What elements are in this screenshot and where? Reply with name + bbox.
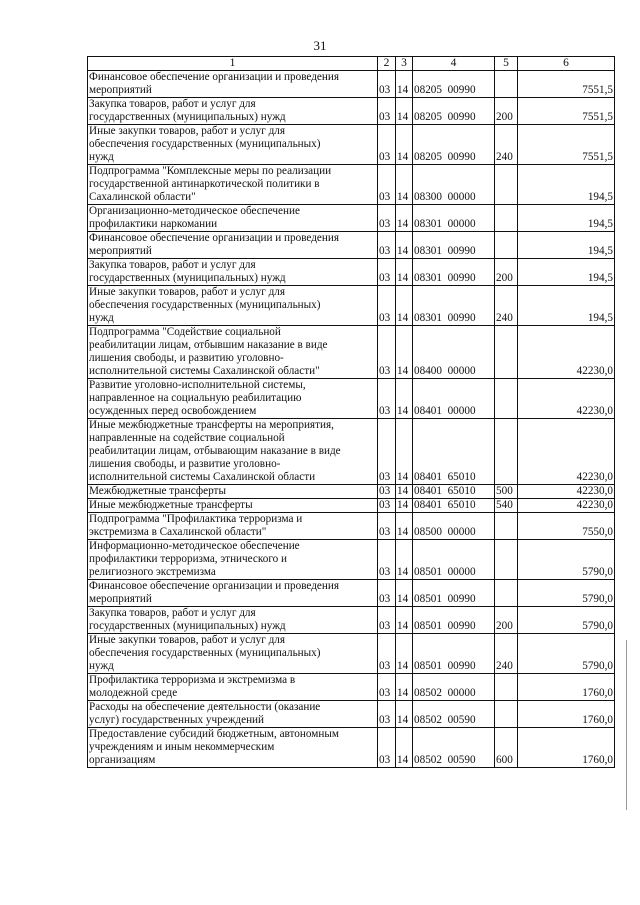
row-name-cell (88, 513, 378, 540)
row-name-line: обеспечения государственных (муниципальных) (89, 299, 321, 311)
row-name-line: реабилитации лицам, отбывшим наказание в виде (89, 339, 328, 351)
row-name-line: нужд (89, 312, 114, 324)
section-code-cell: 03 (378, 165, 396, 205)
subsection-code-cell: 14 (396, 326, 413, 379)
target-article-cell: 08301 00990 (413, 286, 495, 326)
expense-type-cell (495, 701, 518, 728)
table-row (88, 165, 615, 205)
table-row (88, 580, 615, 607)
subsection-code-cell: 14 (396, 205, 413, 232)
target-article-cell: 08301 00000 (413, 205, 495, 232)
target-article-cell: 08501 00990 (413, 634, 495, 674)
row-name-cell (88, 232, 378, 259)
table-row (88, 326, 615, 379)
amount-cell: 1760,0 (518, 728, 615, 768)
table-row (88, 513, 615, 540)
amount-cell: 7551,5 (518, 71, 615, 98)
table-row (88, 379, 615, 419)
section-code-cell: 03 (378, 259, 396, 286)
row-name-line: Иные закупки товаров, работ и услуг для (89, 634, 286, 646)
expense-type-cell: 600 (495, 728, 518, 768)
subsection-code-cell: 14 (396, 701, 413, 728)
row-name-cell (88, 674, 378, 701)
subsection-code-cell: 14 (396, 580, 413, 607)
amount-cell: 1760,0 (518, 674, 615, 701)
table-row (88, 540, 615, 580)
row-name-line: Подпрограмма "Содействие социальной (89, 326, 281, 338)
row-name-line: Иные закупки товаров, работ и услуг для (89, 286, 286, 298)
amount-cell: 194,5 (518, 286, 615, 326)
amount-cell: 7550,0 (518, 513, 615, 540)
expense-type-cell: 540 (495, 499, 518, 513)
row-name-line: государственной антинаркотической политики в (89, 178, 320, 190)
section-code-cell: 03 (378, 125, 396, 165)
target-article-cell: 08205 00990 (413, 125, 495, 165)
row-name-line: мероприятий (89, 593, 152, 605)
amount-cell: 1760,0 (518, 701, 615, 728)
row-name-cell (88, 125, 378, 165)
target-article-cell: 08502 00590 (413, 701, 495, 728)
subsection-code-cell: 14 (396, 485, 413, 499)
row-name-cell (88, 71, 378, 98)
table-row (88, 419, 615, 485)
header-col-2: 2 (378, 57, 396, 71)
row-name-cell (88, 728, 378, 768)
row-name-line: обеспечения государственных (муниципальных) (89, 138, 321, 150)
amount-cell: 194,5 (518, 232, 615, 259)
expense-type-cell (495, 165, 518, 205)
row-name-line: Финансовое обеспечение организации и проведения (89, 580, 340, 592)
row-name-line: Финансовое обеспечение организации и проведения (89, 71, 340, 83)
section-code-cell: 03 (378, 674, 396, 701)
expense-type-cell (495, 580, 518, 607)
section-code-cell: 03 (378, 499, 396, 513)
row-name-line: государственных (муниципальных) нужд (89, 620, 286, 632)
row-name-line: Расходы на обеспечение деятельности (оказание (89, 701, 321, 713)
expense-type-cell: 500 (495, 485, 518, 499)
amount-cell: 42230,0 (518, 419, 615, 485)
row-name-cell (88, 259, 378, 286)
target-article-cell: 08500 00000 (413, 513, 495, 540)
row-name-line: экстремизма в Сахалинской области" (89, 526, 267, 538)
subsection-code-cell: 14 (396, 165, 413, 205)
table-row (88, 259, 615, 286)
section-code-cell: 03 (378, 71, 396, 98)
amount-cell: 5790,0 (518, 607, 615, 634)
row-name-line: лишения свободы, и развитие уголовно- (89, 458, 281, 470)
row-name-cell (88, 701, 378, 728)
subsection-code-cell: 14 (396, 232, 413, 259)
row-name-cell (88, 165, 378, 205)
row-name-line: направленные на содействие социальной (89, 432, 285, 444)
table-row (88, 71, 615, 98)
row-name-line: Закупка товаров, работ и услуг для (89, 98, 256, 110)
amount-cell: 194,5 (518, 205, 615, 232)
row-name-line: Межбюджетные трансферты (89, 485, 226, 497)
row-name-line: осужденных перед освобождением (89, 405, 257, 417)
row-name-cell (88, 419, 378, 485)
header-col-1: 1 (88, 57, 378, 71)
target-article-cell: 08401 65010 (413, 419, 495, 485)
row-name-line: Подпрограмма "Профилактика терроризма и (89, 513, 303, 525)
subsection-code-cell: 14 (396, 607, 413, 634)
row-name-line: исполнительной системы Сахалинской области" (89, 365, 320, 377)
section-code-cell: 03 (378, 580, 396, 607)
section-code-cell: 03 (378, 205, 396, 232)
header-col-5: 5 (495, 57, 518, 71)
target-article-cell: 08501 00000 (413, 540, 495, 580)
row-name-line: Иные межбюджетные трансферты на мероприятия, (89, 419, 334, 431)
amount-cell: 7551,5 (518, 125, 615, 165)
expense-type-cell (495, 419, 518, 485)
expense-type-cell: 200 (495, 98, 518, 125)
target-article-cell: 08300 00000 (413, 165, 495, 205)
row-name-line: нужд (89, 660, 114, 672)
row-name-line: реабилитации лицам, отбывающим наказание в виде (89, 445, 341, 457)
row-name-line: Сахалинской области" (89, 191, 196, 203)
budget-table (87, 56, 615, 768)
table-row (88, 232, 615, 259)
table-row (88, 286, 615, 326)
table-row (88, 125, 615, 165)
row-name-cell (88, 326, 378, 379)
row-name-line: Профилактика терроризма и экстремизма в (89, 674, 296, 686)
row-name-line: профилактики терроризма, этнического и (89, 553, 288, 565)
row-name-cell (88, 607, 378, 634)
expense-type-cell (495, 205, 518, 232)
subsection-code-cell: 14 (396, 499, 413, 513)
row-name-cell (88, 580, 378, 607)
table-row (88, 701, 615, 728)
target-article-cell: 08501 00990 (413, 607, 495, 634)
section-code-cell: 03 (378, 286, 396, 326)
row-name-cell (88, 205, 378, 232)
subsection-code-cell: 14 (396, 728, 413, 768)
row-name-line: молодежной среде (89, 687, 178, 699)
row-name-line: лишения свободы, и развитию уголовно- (89, 352, 284, 364)
section-code-cell: 03 (378, 540, 396, 580)
row-name-line: мероприятий (89, 245, 152, 257)
row-name-line: Развитие уголовно-исполнительной системы, (89, 379, 306, 391)
subsection-code-cell: 14 (396, 286, 413, 326)
amount-cell: 7551,5 (518, 98, 615, 125)
amount-cell: 5790,0 (518, 634, 615, 674)
subsection-code-cell: 14 (396, 540, 413, 580)
expense-type-cell (495, 71, 518, 98)
expense-type-cell: 200 (495, 607, 518, 634)
table-row (88, 607, 615, 634)
row-name-line: исполнительной системы Сахалинской области (89, 471, 316, 483)
subsection-code-cell: 14 (396, 634, 413, 674)
target-article-cell: 08401 65010 (413, 485, 495, 499)
section-code-cell: 03 (378, 98, 396, 125)
expense-type-cell: 240 (495, 286, 518, 326)
target-article-cell: 08301 00990 (413, 232, 495, 259)
header-col-3: 3 (396, 57, 413, 71)
expense-type-cell (495, 326, 518, 379)
table-row (88, 205, 615, 232)
table-row (88, 634, 615, 674)
expense-type-cell: 240 (495, 125, 518, 165)
expense-type-cell (495, 540, 518, 580)
amount-cell: 42230,0 (518, 326, 615, 379)
row-name-line: услуг) государственных учреждений (89, 714, 265, 726)
subsection-code-cell: 14 (396, 674, 413, 701)
header-col-6: 6 (518, 57, 615, 71)
row-name-line: учреждениям и иным некоммерческим (89, 741, 275, 753)
section-code-cell: 03 (378, 379, 396, 419)
row-name-line: Иные закупки товаров, работ и услуг для (89, 125, 286, 137)
subsection-code-cell: 14 (396, 379, 413, 419)
target-article-cell: 08400 00000 (413, 326, 495, 379)
section-code-cell: 03 (378, 232, 396, 259)
amount-cell: 194,5 (518, 259, 615, 286)
target-article-cell: 08502 00000 (413, 674, 495, 701)
expense-type-cell: 200 (495, 259, 518, 286)
row-name-line: государственных (муниципальных) нужд (89, 272, 286, 284)
target-article-cell: 08205 00990 (413, 98, 495, 125)
section-code-cell: 03 (378, 485, 396, 499)
header-col-4: 4 (413, 57, 495, 71)
subsection-code-cell: 14 (396, 98, 413, 125)
target-article-cell: 08205 00990 (413, 71, 495, 98)
row-name-cell (88, 286, 378, 326)
expense-type-cell (495, 674, 518, 701)
row-name-line: государственных (муниципальных) нужд (89, 111, 286, 123)
subsection-code-cell: 14 (396, 259, 413, 286)
row-name-cell (88, 540, 378, 580)
section-code-cell: 03 (378, 326, 396, 379)
expense-type-cell: 240 (495, 634, 518, 674)
amount-cell: 5790,0 (518, 540, 615, 580)
table-row (88, 674, 615, 701)
expense-type-cell (495, 513, 518, 540)
row-name-line: Предоставление субсидий бюджетным, автономным (89, 728, 339, 740)
subsection-code-cell: 14 (396, 71, 413, 98)
section-code-cell: 03 (378, 634, 396, 674)
row-name-line: Закупка товаров, работ и услуг для (89, 259, 256, 271)
row-name-cell (88, 98, 378, 125)
target-article-cell: 08401 00000 (413, 379, 495, 419)
table-row (88, 485, 615, 499)
row-name-cell (88, 485, 378, 499)
section-code-cell: 03 (378, 728, 396, 768)
table-row (88, 499, 615, 513)
row-name-line: направленное на социальную реабилитацию (89, 392, 302, 404)
row-name-line: Иные межбюджетные трансферты (89, 499, 253, 511)
row-name-line: Подпрограмма "Комплексные меры по реализации (89, 165, 332, 177)
section-code-cell: 03 (378, 607, 396, 634)
row-name-line: обеспечения государственных (муниципальных) (89, 647, 321, 659)
target-article-cell: 08301 00990 (413, 259, 495, 286)
row-name-line: организациям (89, 754, 156, 766)
table-row (88, 98, 615, 125)
table-row (88, 728, 615, 768)
row-name-line: Информационно-методическое обеспечение (89, 540, 300, 552)
expense-type-cell (495, 232, 518, 259)
row-name-line: религиозного экстремизма (89, 566, 216, 578)
row-name-cell (88, 379, 378, 419)
row-name-line: нужд (89, 151, 114, 163)
section-code-cell: 03 (378, 701, 396, 728)
amount-cell: 42230,0 (518, 379, 615, 419)
target-article-cell: 08501 00990 (413, 580, 495, 607)
page-number: 31 (313, 38, 327, 53)
subsection-code-cell: 14 (396, 513, 413, 540)
row-name-line: мероприятий (89, 84, 152, 96)
expense-type-cell (495, 379, 518, 419)
scan-edge-mark (626, 640, 627, 810)
subsection-code-cell: 14 (396, 419, 413, 485)
amount-cell: 42230,0 (518, 485, 615, 499)
row-name-cell (88, 499, 378, 513)
subsection-code-cell: 14 (396, 125, 413, 165)
row-name-line: Организационно-методическое обеспечение (89, 205, 300, 217)
amount-cell: 42230,0 (518, 499, 615, 513)
target-article-cell: 08502 00590 (413, 728, 495, 768)
amount-cell: 194,5 (518, 165, 615, 205)
table-header-row (88, 57, 615, 71)
row-name-line: профилактики наркомании (89, 218, 218, 230)
row-name-line: Финансовое обеспечение организации и проведения (89, 232, 340, 244)
amount-cell: 5790,0 (518, 580, 615, 607)
target-article-cell: 08401 65010 (413, 499, 495, 513)
section-code-cell: 03 (378, 513, 396, 540)
section-code-cell: 03 (378, 419, 396, 485)
row-name-line: Закупка товаров, работ и услуг для (89, 607, 256, 619)
row-name-cell (88, 634, 378, 674)
